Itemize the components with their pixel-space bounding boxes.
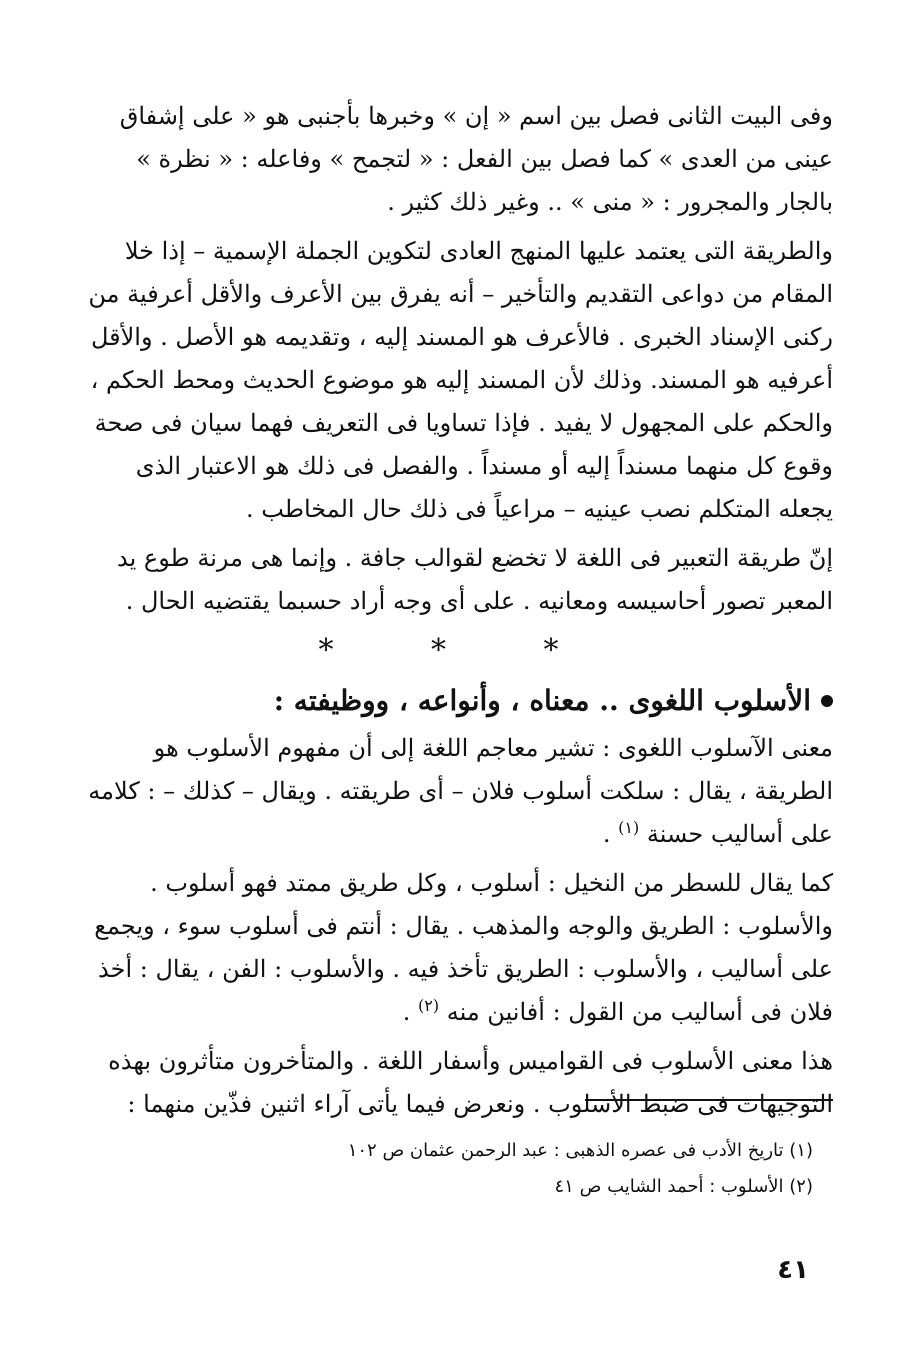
text-fragment: . [402, 998, 411, 1026]
text-line: والطريقة التى يعتمد عليها المنهج العادى لتكوين الجملة الإسمية – إذا خلا [124, 237, 833, 265]
text-line: عينى من العدى » كما فصل بين الفعل : « لتجمح » وفاعله : « نظرة » [136, 145, 833, 173]
text-line: كما يقال للسطر من النخيل : أسلوب ، وكل طريق ممتد فهو أسلوب . [150, 869, 833, 897]
book-page [88, 95, 833, 1325]
text-fragment: . [602, 820, 611, 848]
text-line: إنّ طريقة التعبير فى اللغة لا تخضع لقوالب جافة . وإنما هى مرنة طوع يد [117, 544, 833, 572]
footnotes [348, 1133, 813, 1205]
text-line: بالجار والمجرور : « منى » .. وغير ذلك كثير . [387, 188, 833, 216]
paragraph-6 [88, 1040, 833, 1126]
footnote-divider [585, 1099, 833, 1101]
text-line: الطريقة ، يقال : سلكت أسلوب فلان – أى طريقته . ويقال – كذلك – : كلامه [88, 777, 833, 805]
section-separator: * * * [318, 633, 603, 668]
text-line: أعرفيه هو المسند. وذلك لأن المسند إليه هو موضوع الحديث ومحط الحكم ، [90, 366, 833, 394]
text-line: وفى البيت الثانى فصل بين اسم « إن » وخبرها بأجنبى هو « على إشفاق [119, 102, 833, 130]
footnote-ref[interactable]: (٢) [417, 996, 440, 1015]
text-fragment: على أساليب حسنة [646, 820, 833, 848]
section-heading [88, 677, 833, 725]
text-line: يجعله المتكلم نصب عينيه – مراعياً فى ذلك حال المخاطب . [246, 495, 833, 523]
text-fragment: فلان فى أساليب من القول : أفانين منه [446, 998, 833, 1026]
footnote-2: (٢) الأسلوب : أحمد الشايب ص ٤١ [554, 1176, 813, 1197]
text-line: ركنى الإسناد الخبرى . فالأعرف هو المسند إليه ، وتقديمه هو الأصل . والأقل [90, 323, 833, 351]
page-number: ٤١ [777, 1255, 809, 1285]
text-line: على أساليب ، والأسلوب : الطريق تأخذ فيه . والأسلوب : الفن ، يقال : أخذ [98, 955, 833, 983]
text-line: هذا معنى الأسلوب فى القواميس وأسفار اللغة . والمتأخرون متأثرون بهذه [108, 1047, 833, 1075]
text-line: معنى الآسلوب اللغوى : تشير معاجم اللغة إلى أن مفهوم الأسلوب هو [153, 734, 833, 762]
text-line: وقوع كل منهما مسنداً إليه أو مسنداً . والفصل فى ذلك هو الاعتبار الذى [135, 452, 833, 480]
footnote-ref[interactable]: (١) [618, 818, 640, 837]
text-line [88, 813, 833, 856]
paragraph-4 [88, 727, 833, 856]
paragraph-3 [88, 537, 833, 623]
text-line [88, 991, 833, 1034]
text-line: التوجيهات فى ضبط الأسلوب . ونعرض فيما يأتى آراء اثنين فذّين منهما : [127, 1090, 833, 1118]
text-line: والأسلوب : الطريق والوجه والمذهب . يقال : أنتم فى أسلوب سوء ، ويجمع [94, 912, 833, 940]
section-heading-text: الأسلوب اللغوى .. معناه ، وأنواعه ، ووظيفته : [273, 684, 811, 717]
paragraph-5 [88, 862, 833, 1034]
text-line: المعبر تصور أحاسيسه ومعانيه . على أى وجه أراد حسبما يقتضيه الحال . [125, 587, 833, 615]
paragraph-1 [88, 95, 833, 224]
footnote-1: (١) تاريخ الأدب فى عصره الذهبى : عبد الرحمن عثمان ص ١٠٢ [347, 1140, 813, 1161]
text-line: والحكم على المجهول لا يفيد . فإذا تساويا فى التعريف فهما سيان فى صحة [94, 409, 833, 437]
text-line: المقام من دواعى التقديم والتأخير – أنه يفرق بين الأعرف والأقل أعرفية من [88, 280, 833, 308]
bullet-icon [821, 695, 833, 707]
paragraph-2 [88, 230, 833, 531]
